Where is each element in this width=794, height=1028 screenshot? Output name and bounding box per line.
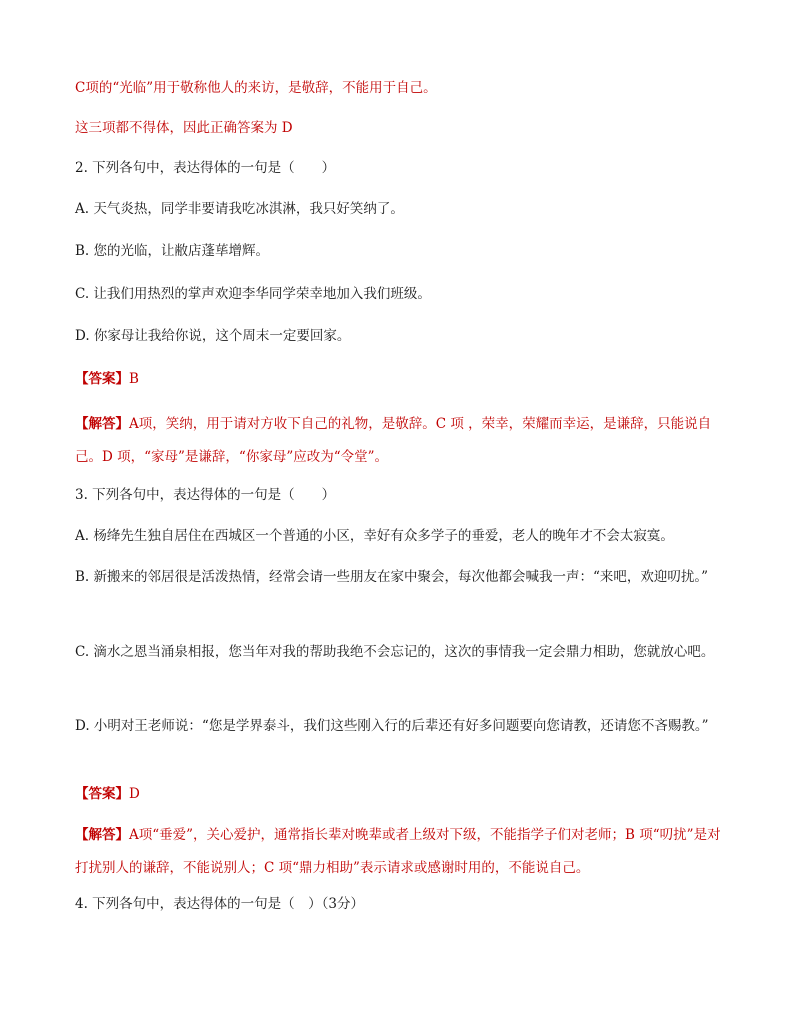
q2-stem: 2. 下列各句中，表达得体的一句是（ ） — [75, 160, 336, 176]
answer-value: D — [129, 786, 140, 802]
analysis-text: A项“垂爱”，关心爱护，通常指长辈对晚辈或者上级对下级，不能指学子们对老师；B 项“叨扰”是对打扰别人的谦辞，不能说别人；C 项“鼎力相助”表示请求或感谢时用的，不能说自己。 — [75, 827, 721, 876]
analysis-tag: 【解答】 — [75, 827, 129, 843]
q2-answer — [75, 369, 725, 389]
q3-option-d: D. 小明对王老师说：“您是学界泰斗，我们这些刚入行的后辈还有好多问题要向您请教，还请您不吝赐教。” — [75, 718, 709, 734]
q3-option-c: C. 滴水之恩当涌泉相报，您当年对我的帮助我绝不会忘记的，这次的事情我一定会鼎力相助，您就放心吧。 — [75, 644, 715, 660]
q2-analysis — [75, 408, 725, 474]
analysis-tag: 【解答】 — [75, 416, 129, 432]
q3-answer — [75, 784, 725, 804]
q2-option-c: C. 让我们用热烈的掌声欢迎李华同学荣幸地加入我们班级。 — [75, 286, 431, 302]
q4-stem: 4. 下列各句中，表达得体的一句是（ ）（3分） — [75, 896, 365, 912]
q2-option-a: A. 天气炎热，同学非要请我吃冰淇淋，我只好笑纳了。 — [75, 201, 404, 217]
q3-option-b: B. 新搬来的邻居很是活泼热情，经常会请一些朋友在家中聚会，每次他都会喊我一声：“来吧，欢迎叨扰。” — [75, 569, 709, 585]
answer-tag: 【答案】 — [75, 786, 129, 802]
q3-option-a: A. 杨绛先生独自居住在西城区一个普通的小区，幸好有众多学子的垂爱，老人的晚年才不会太寂寞。 — [75, 528, 674, 544]
q2-option-d: D. 你家母让我给你说，这个周末一定要回家。 — [75, 328, 351, 344]
answer-value: B — [129, 371, 139, 387]
answer-tag: 【答案】 — [75, 371, 129, 387]
prev-explanation-c: C项的“光临”用于敬称他人的来访，是敬辞，不能用于自己。 — [75, 80, 437, 96]
prev-conclusion: 这三项都不得体，因此正确答案为 D — [75, 120, 293, 136]
q3-analysis — [75, 819, 725, 885]
q2-option-b: B. 您的光临，让敝店蓬荜增辉。 — [75, 243, 270, 259]
q3-stem: 3. 下列各句中，表达得体的一句是（ ） — [75, 487, 336, 503]
analysis-text: A项，笑纳，用于请对方收下自己的礼物，是敬辞。C 项 ，荣幸，荣耀而幸运，是谦辞，只能说自己。D 项，“家母”是谦辞，“你家母”应改为“令堂”。 — [75, 416, 712, 465]
